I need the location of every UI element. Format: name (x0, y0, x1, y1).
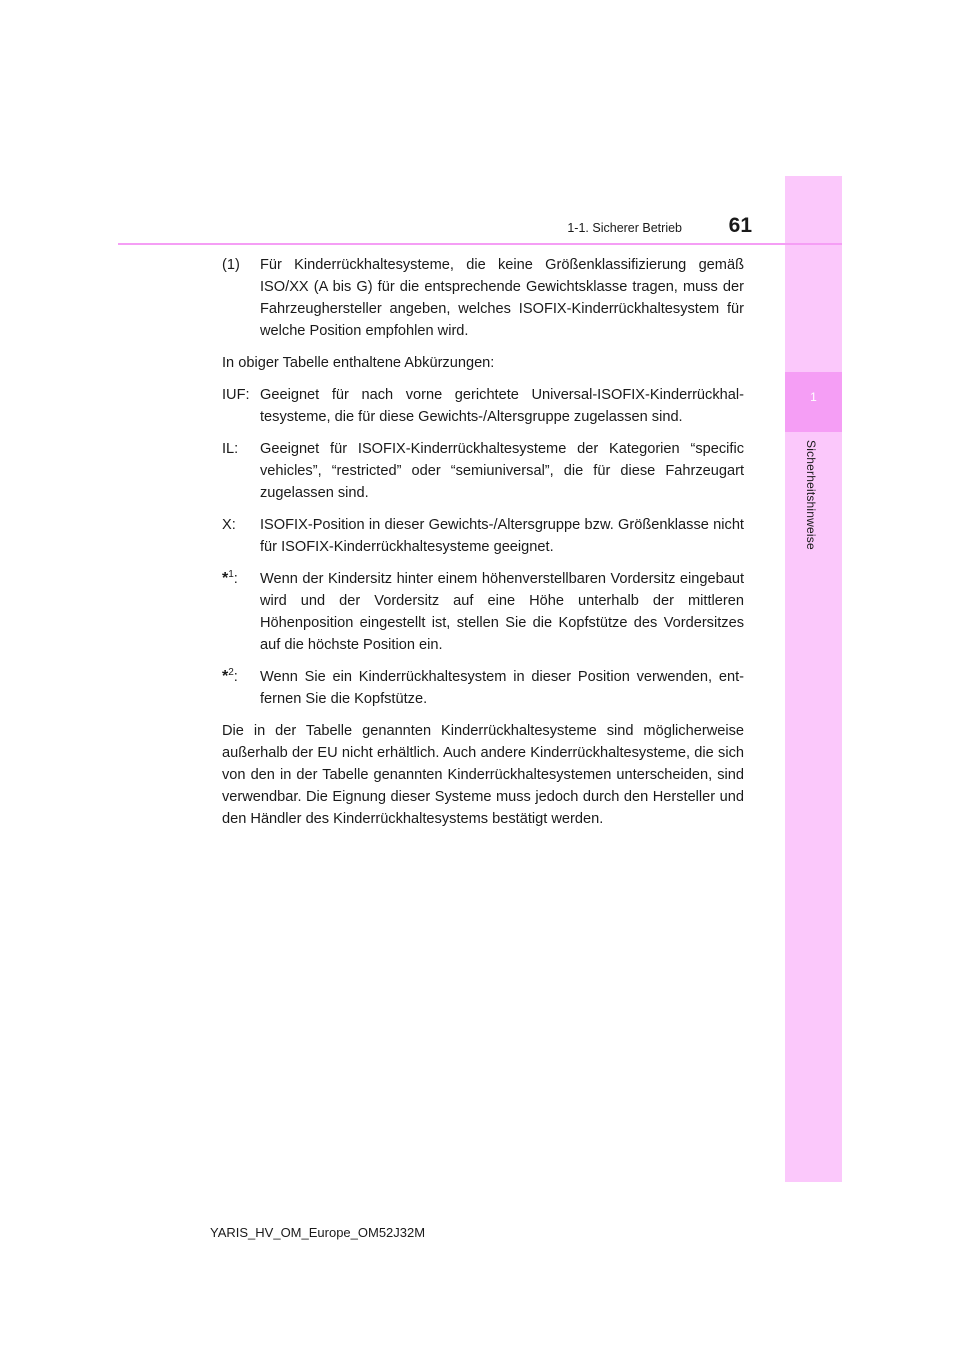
note-1-marker: (1) (222, 257, 240, 273)
footer-doc-id: YARIS_HV_OM_Europe_OM52J32M (210, 1225, 426, 1240)
chapter-side-strip (785, 176, 842, 1182)
footnote-2 (222, 666, 744, 710)
header-rule (118, 243, 842, 245)
footnote-1-star: * (222, 570, 229, 587)
abbrev-iuf-text: Geeignet für nach vorne gerichtete Universal-ISOFIX-Kinderrückhaltesysteme, die für diese Gewichts-/Altersgruppe zugelassen sind. (260, 387, 744, 425)
abbrev-x-marker: X: (222, 517, 236, 533)
abbreviations-intro: In obiger Tabelle enthaltene Abkürzungen: (222, 355, 495, 371)
header-section-title: 1-1. Sicherer Betrieb (567, 221, 682, 235)
footnote-2-text: Wenn Sie ein Kinderrückhaltesystem in dieser Position verwenden, entfernen Sie die Kopfstütze. (260, 669, 744, 707)
closing-paragraph: Die in der Tabelle genannten Kinderrückhaltesysteme sind möglicherweise außerhalb der EU nicht erhältlich. Auch andere Kinderrückhaltesysteme, die sich von den in der Tabelle genannten Kinderrückhaltesystemen unterscheiden, sind verwendbar. Die Eignung dieser Systeme muss jedoch durch den Hersteller und den Händler des Kinderrückhaltesystems bestätigt werden. (222, 723, 744, 827)
page-number: 61 (728, 214, 752, 237)
abbrev-x-text: ISOFIX-Position in dieser Gewichts-/Altersgruppe bzw. Größenklasse nicht für ISOFIX-Kinderrückhaltesysteme geeignet. (260, 517, 744, 555)
abbrev-il-marker: IL: (222, 441, 239, 457)
footnote-2-colon: : (233, 669, 238, 685)
footnote-1-colon: : (233, 571, 238, 587)
footnote-1-text: Wenn der Kindersitz hinter einem höhenverstellbaren Vordersitz eingebaut wird und der Vordersitz auf eine Höhe unterhalb der mittleren Höhenposition eingestellt ist, stellen Sie die Kopfstütze des Vordersitzes auf die höchste Position ein. (260, 571, 744, 653)
footnote-1-marker (222, 568, 260, 656)
abbrev-iuf-marker: IUF: (222, 387, 250, 403)
page-content (222, 254, 744, 840)
footnote-2-star: * (222, 668, 229, 685)
abbrev-x (222, 514, 744, 558)
footnote-1 (222, 568, 744, 656)
note-1 (222, 254, 744, 342)
footnote-2-number: 2 (228, 667, 234, 678)
abbrev-il-text: Geeignet für ISOFIX-Kinderrückhaltesysteme der Kategorien “specific vehicles”, “restricted” oder “semiuniversal”, die für diese Fahrzeugart zugelassen sind. (260, 441, 744, 501)
chapter-number: 1 (810, 390, 817, 404)
chapter-label: Sicherheitshinweise (804, 440, 818, 550)
footnote-1-number: 1 (228, 569, 234, 580)
abbrev-iuf (222, 384, 744, 428)
abbrev-il (222, 438, 744, 504)
note-1-text: Für Kinderrückhaltesysteme, die keine Größenklassifizierung gemäß ISO/XX (A bis G) für die entsprechende Gewichtsklasse tragen, muss der Fahrzeughersteller angeben, welches ISOFIX-Kinderrückhaltesystem für welche Position empfohlen wird. (260, 257, 744, 339)
footnote-2-marker (222, 666, 260, 710)
